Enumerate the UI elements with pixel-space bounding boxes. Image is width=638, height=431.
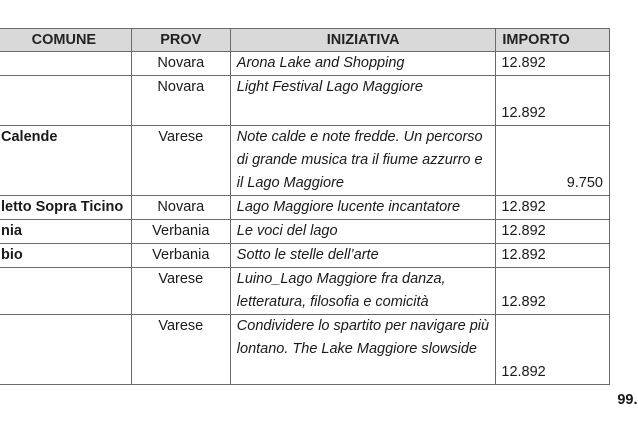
cell-prov: Verbania [131, 220, 230, 244]
cell-iniziativa: Luino_Lago Maggiore fra danza, letteratura, filosofia e comicità [230, 268, 496, 315]
cell-importo: 12.892 [496, 52, 610, 76]
cell-importo: 12.892 [496, 196, 610, 220]
cell-importo: 12.892 [496, 220, 610, 244]
cell-iniziativa: Arona Lake and Shopping [230, 52, 496, 76]
total-cell [496, 385, 638, 413]
cell-comune [0, 52, 131, 76]
header-prov: PROV [131, 29, 230, 52]
cell-iniziativa: Sotto le stelle dell’arte [230, 244, 496, 268]
cell-importo: 12.892 [496, 315, 610, 385]
cell-prov: Varese [131, 126, 230, 196]
total-spacer [230, 385, 496, 413]
table-row [0, 220, 610, 244]
cell-comune: Calende [0, 126, 131, 196]
header-iniziativa: INIZIATIVA [230, 29, 496, 52]
cell-iniziativa: Light Festival Lago Maggiore [230, 76, 496, 126]
cell-importo: 12.892 [496, 268, 610, 315]
funding-table [0, 28, 638, 412]
cell-prov: Novara [131, 52, 230, 76]
cell-prov: Varese [131, 268, 230, 315]
cell-prov: Novara [131, 76, 230, 126]
total-spacer [0, 385, 131, 413]
table-row [0, 52, 610, 76]
cell-iniziativa: Le voci del lago [230, 220, 496, 244]
cell-prov: Novara [131, 196, 230, 220]
cell-prov: Verbania [131, 244, 230, 268]
cell-comune: bio [0, 244, 131, 268]
cell-iniziativa: Lago Maggiore lucente incantatore [230, 196, 496, 220]
cell-comune [0, 76, 131, 126]
cell-importo: 9.750 [496, 126, 610, 196]
cell-comune: letto Sopra Ticino [0, 196, 131, 220]
cell-importo: 12.892 [496, 76, 610, 126]
table-row [0, 126, 610, 196]
cell-comune: nia [0, 220, 131, 244]
total-row [0, 385, 610, 413]
table-row [0, 244, 610, 268]
cell-comune [0, 268, 131, 315]
total-spacer [131, 385, 230, 413]
total-value: 99. [617, 392, 638, 408]
cell-prov: Varese [131, 315, 230, 385]
header-comune: COMUNE [0, 29, 131, 52]
cell-iniziativa: Condividere lo spartito per navigare più lontano. The Lake Maggiore slowside [230, 315, 496, 385]
funding-table-container [0, 28, 638, 412]
header-importo: IMPORTO [496, 29, 610, 52]
cell-comune [0, 315, 131, 385]
table-header-row [0, 29, 610, 52]
table-row [0, 268, 610, 315]
table-row [0, 196, 610, 220]
table-row [0, 315, 610, 385]
cell-iniziativa: Note calde e note fredde. Un percorso di grande musica tra il fiume azzurro e il Lago Maggiore [230, 126, 496, 196]
table-row [0, 76, 610, 126]
cell-importo: 12.892 [496, 244, 610, 268]
